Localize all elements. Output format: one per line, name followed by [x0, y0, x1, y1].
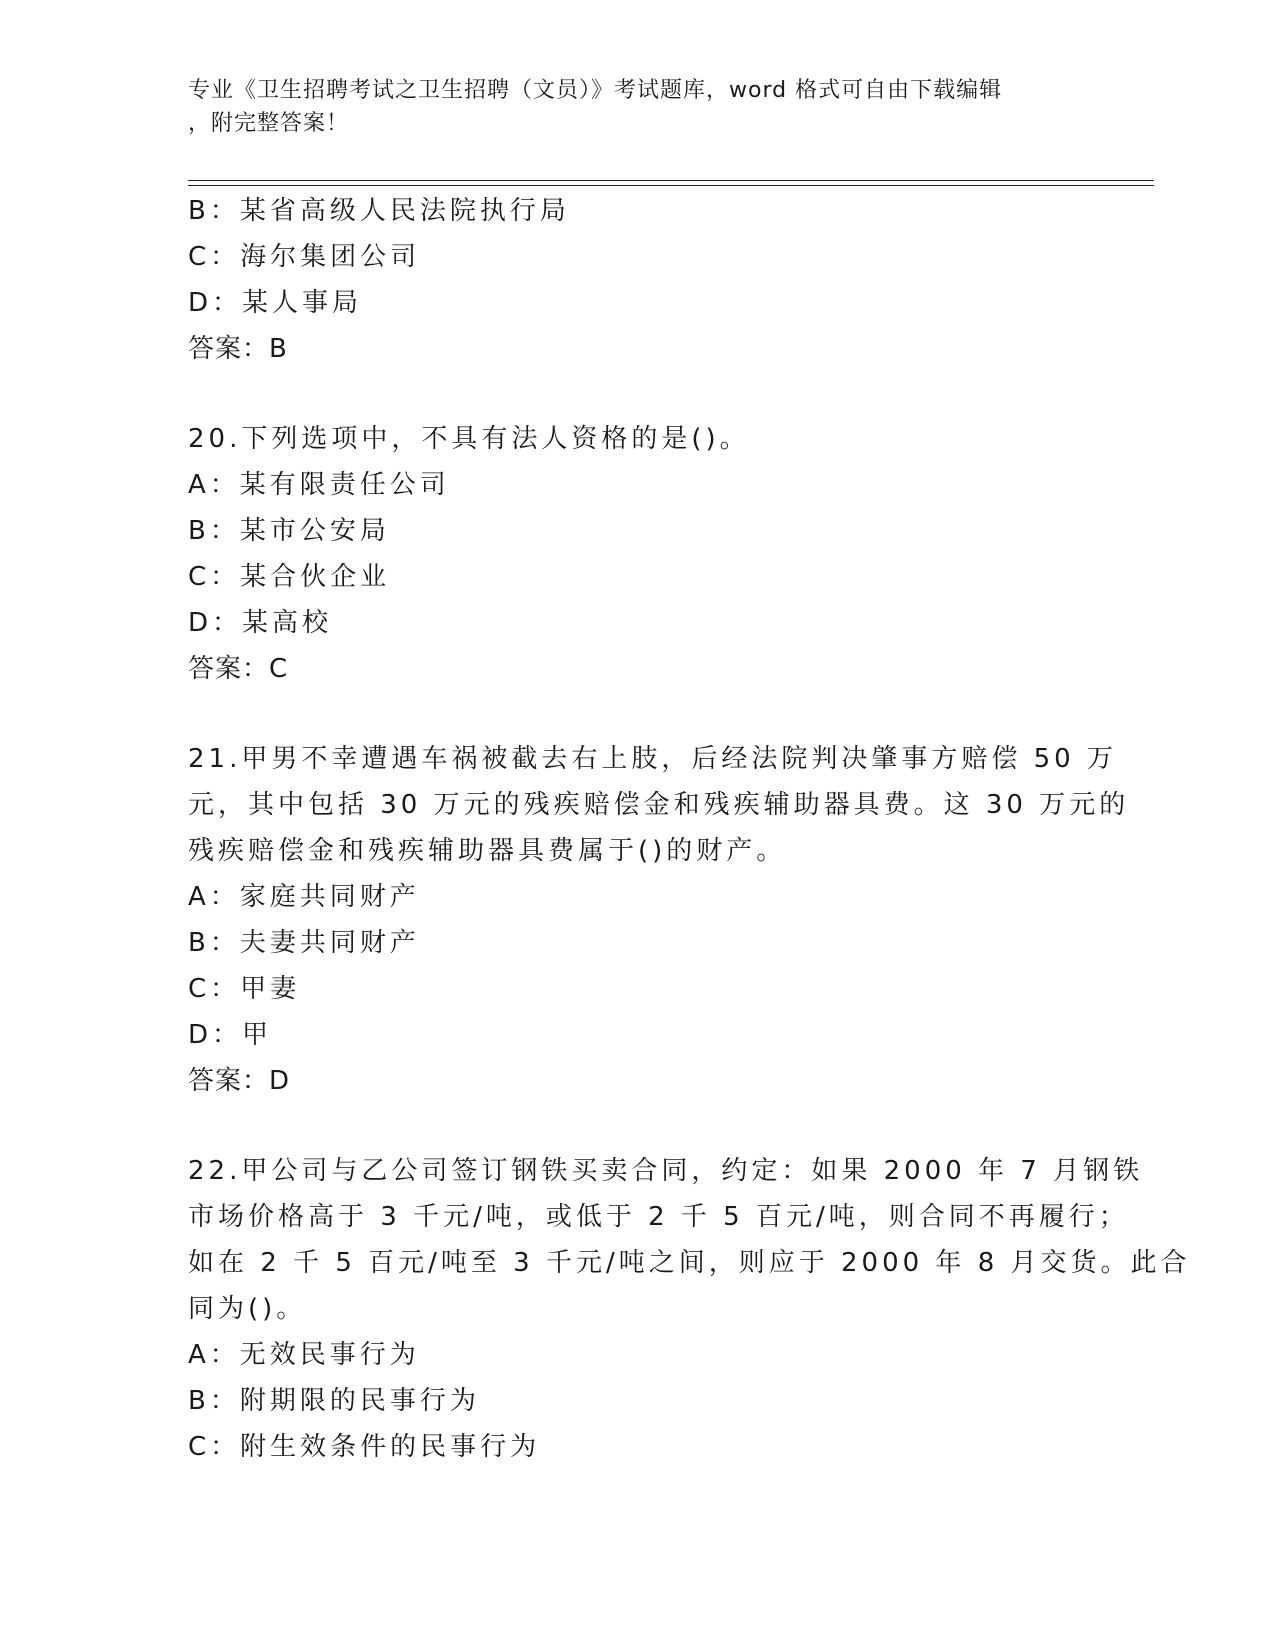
- header-divider-bottom: [188, 185, 1154, 186]
- option-a: A：某有限责任公司: [188, 470, 450, 500]
- spacer: [188, 372, 1068, 416]
- question-19: [188, 188, 1068, 372]
- stem-line: 如在 2 千 5 百元/吨至 3 千元/吨之间，则应于 2000 年 8 月交货。此合: [188, 1248, 1191, 1278]
- answer-line: [188, 646, 1068, 692]
- answer-value: B: [269, 334, 287, 364]
- option-d: D：甲: [188, 1020, 273, 1050]
- question-stem: [188, 416, 1068, 462]
- question-list: [188, 188, 1191, 1470]
- option-b: B：某省高级人民法院执行局: [188, 196, 570, 226]
- answer-line: [188, 1058, 1068, 1104]
- stem-line: 20.下列选项中，不具有法人资格的是()。: [188, 424, 750, 454]
- option-a: A：家庭共同财产: [188, 882, 420, 912]
- answer-value: D: [269, 1066, 290, 1096]
- answer-label: 答案：: [188, 1066, 270, 1096]
- option-b: B：夫妻共同财产: [188, 928, 420, 958]
- stem-line: 市场价格高于 3 千元/吨，或低于 2 千 5 百元/吨，则合同不再履行；: [188, 1202, 1129, 1232]
- answer-label: 答案：: [188, 654, 270, 684]
- header-line-2: ，附完整答案！: [188, 111, 350, 136]
- question-stem: [188, 736, 1130, 874]
- option-d: D：某人事局: [188, 288, 363, 318]
- stem-line: 22.甲公司与乙公司签订钢铁买卖合同，约定：如果 2000 年 7 月钢铁: [188, 1156, 1144, 1186]
- header-divider-top: [188, 180, 1154, 181]
- spacer: [188, 1104, 1068, 1148]
- document-header: [188, 74, 1068, 140]
- question-22: [188, 1148, 1191, 1470]
- spacer: [188, 692, 1068, 736]
- question-21: [188, 736, 1130, 1104]
- stem-line: 21.甲男不幸遭遇车祸被截去右上肢，后经法院判决肇事方赔偿 50 万: [188, 744, 1117, 774]
- option-a: A：无效民事行为: [188, 1340, 420, 1370]
- answer-label: 答案：: [188, 334, 270, 364]
- header-line-1: 专业《卫生招聘考试之卫生招聘（文员）》考试题库，word 格式可自由下载编辑: [188, 78, 1003, 103]
- option-d: D：某高校: [188, 608, 333, 638]
- option-c: C：甲妻: [188, 974, 301, 1004]
- answer-value: C: [269, 654, 288, 684]
- answer-line: [188, 326, 1068, 372]
- option-c: C：附生效条件的民事行为: [188, 1432, 541, 1462]
- stem-line: 同为()。: [188, 1294, 307, 1324]
- question-20: [188, 416, 1068, 692]
- question-stem: [188, 1148, 1191, 1332]
- option-b: B：某市公安局: [188, 516, 390, 546]
- stem-line: 元，其中包括 30 万元的残疾赔偿金和残疾辅助器具费。这 30 万元的: [188, 790, 1130, 820]
- option-b: B：附期限的民事行为: [188, 1386, 480, 1416]
- option-c: C：某合伙企业: [188, 562, 391, 592]
- option-c: C：海尔集团公司: [188, 242, 421, 272]
- stem-line: 残疾赔偿金和残疾辅助器具费属于()的财产。: [188, 836, 787, 866]
